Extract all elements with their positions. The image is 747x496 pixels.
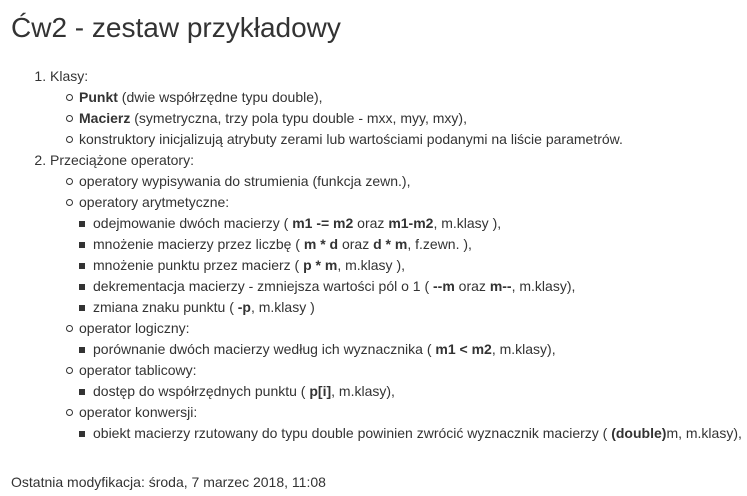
logical-sublist <box>79 339 747 360</box>
list-item-stream-operators <box>65 171 747 192</box>
class-name: Punkt <box>79 89 118 105</box>
list-item-text: operator konwersji: <box>79 404 198 420</box>
list-item-constructors <box>65 129 747 150</box>
list-item-punkt <box>65 87 747 108</box>
code-text: m1 -= m2 <box>292 215 354 231</box>
code-text: m-- <box>489 278 512 294</box>
text-part: m, m.klasy), <box>666 425 742 441</box>
main-list <box>0 66 747 444</box>
text-part: mnożenie punktu przez macierz ( <box>93 257 304 273</box>
list-item-text: operatory arytmetyczne: <box>79 194 230 210</box>
list-item-label: Przeciążone operatory: <box>50 152 194 168</box>
code-text: m1 < m2 <box>435 341 492 357</box>
list-item-multiplication <box>79 234 747 255</box>
code-text: (double) <box>611 425 667 441</box>
text-part: dekrementacja macierzy - zmniejsza wartości pól o 1 ( <box>93 278 434 294</box>
list-item-arithmetic-operators <box>65 192 747 318</box>
text-part: , m.klasy ), <box>337 257 405 273</box>
list-item-subtraction <box>79 213 747 234</box>
code-text: d * m <box>373 236 408 252</box>
list-item-text: operator tablicowy: <box>79 362 197 378</box>
text-part: , m.klasy ) <box>250 299 315 315</box>
list-item-negation <box>79 297 747 318</box>
code-text: p[i] <box>309 383 332 399</box>
text-part: porównanie dwóch macierzy według ich wyznacznika ( <box>93 341 436 357</box>
list-item-array-operator <box>65 360 747 402</box>
list-item-operators <box>50 150 747 444</box>
text-part: zmiana znaku punktu ( <box>93 299 238 315</box>
code-text: m1-m2 <box>388 215 434 231</box>
text-part: , m.klasy), <box>491 341 556 357</box>
text-part: oraz <box>338 236 374 252</box>
list-item-classes <box>50 66 747 150</box>
text-part: , m.klasy), <box>331 383 395 399</box>
text-part: oraz <box>454 278 490 294</box>
list-item-text: operator logiczny: <box>79 320 190 336</box>
list-item-cast-to-double <box>79 423 747 444</box>
list-item-decrement <box>79 276 747 297</box>
text-part: mnożenie macierzy przez liczbę ( <box>93 236 304 252</box>
class-description: (dwie współrzędne typu double), <box>117 89 323 105</box>
list-item-conversion-operator <box>65 402 747 444</box>
arithmetic-sublist <box>79 213 747 318</box>
code-text: --m <box>433 278 455 294</box>
code-text: p * m <box>303 257 338 273</box>
list-item-label: Klasy: <box>50 68 89 84</box>
text-part: oraz <box>353 215 389 231</box>
list-item-comparison <box>79 339 747 360</box>
conversion-sublist <box>79 423 747 444</box>
code-text: m * d <box>303 236 339 252</box>
list-item-point-multiplication <box>79 255 747 276</box>
list-item-text: konstruktory inicjalizują atrybuty zerami lub wartościami podanymi na liście parametrów. <box>79 131 623 147</box>
operators-sublist <box>50 171 747 444</box>
text-part: obiekt macierzy rzutowany do typu double powinien zwrócić wyznacznik macierzy ( <box>93 425 612 441</box>
class-description: (symetryczna, trzy pola typu double - mxx, myy, mxy), <box>130 110 467 126</box>
text-part: , m.klasy), <box>511 278 576 294</box>
last-modified: Ostatnia modyfikacja: środa, 7 marzec 2018, 11:08 <box>11 474 326 490</box>
list-item-macierz <box>65 108 747 129</box>
text-part: odejmowanie dwóch macierzy ( <box>93 215 293 231</box>
classes-sublist <box>50 87 747 150</box>
array-sublist <box>79 381 747 402</box>
class-name: Macierz <box>79 110 131 126</box>
text-part: , m.klasy ), <box>433 215 502 231</box>
list-item-text: operatory wypisywania do strumienia (funkcja zewn.), <box>79 173 411 189</box>
text-part: , f.zewn. ), <box>407 236 472 252</box>
code-text: -p <box>237 299 251 315</box>
text-part: dostęp do współrzędnych punktu ( <box>93 383 310 399</box>
list-item-logical-operator <box>65 318 747 360</box>
page-title: Ćw2 - zestaw przykładowy <box>11 12 341 43</box>
list-item-coordinate-access <box>79 381 747 402</box>
exercise-content <box>0 66 747 444</box>
